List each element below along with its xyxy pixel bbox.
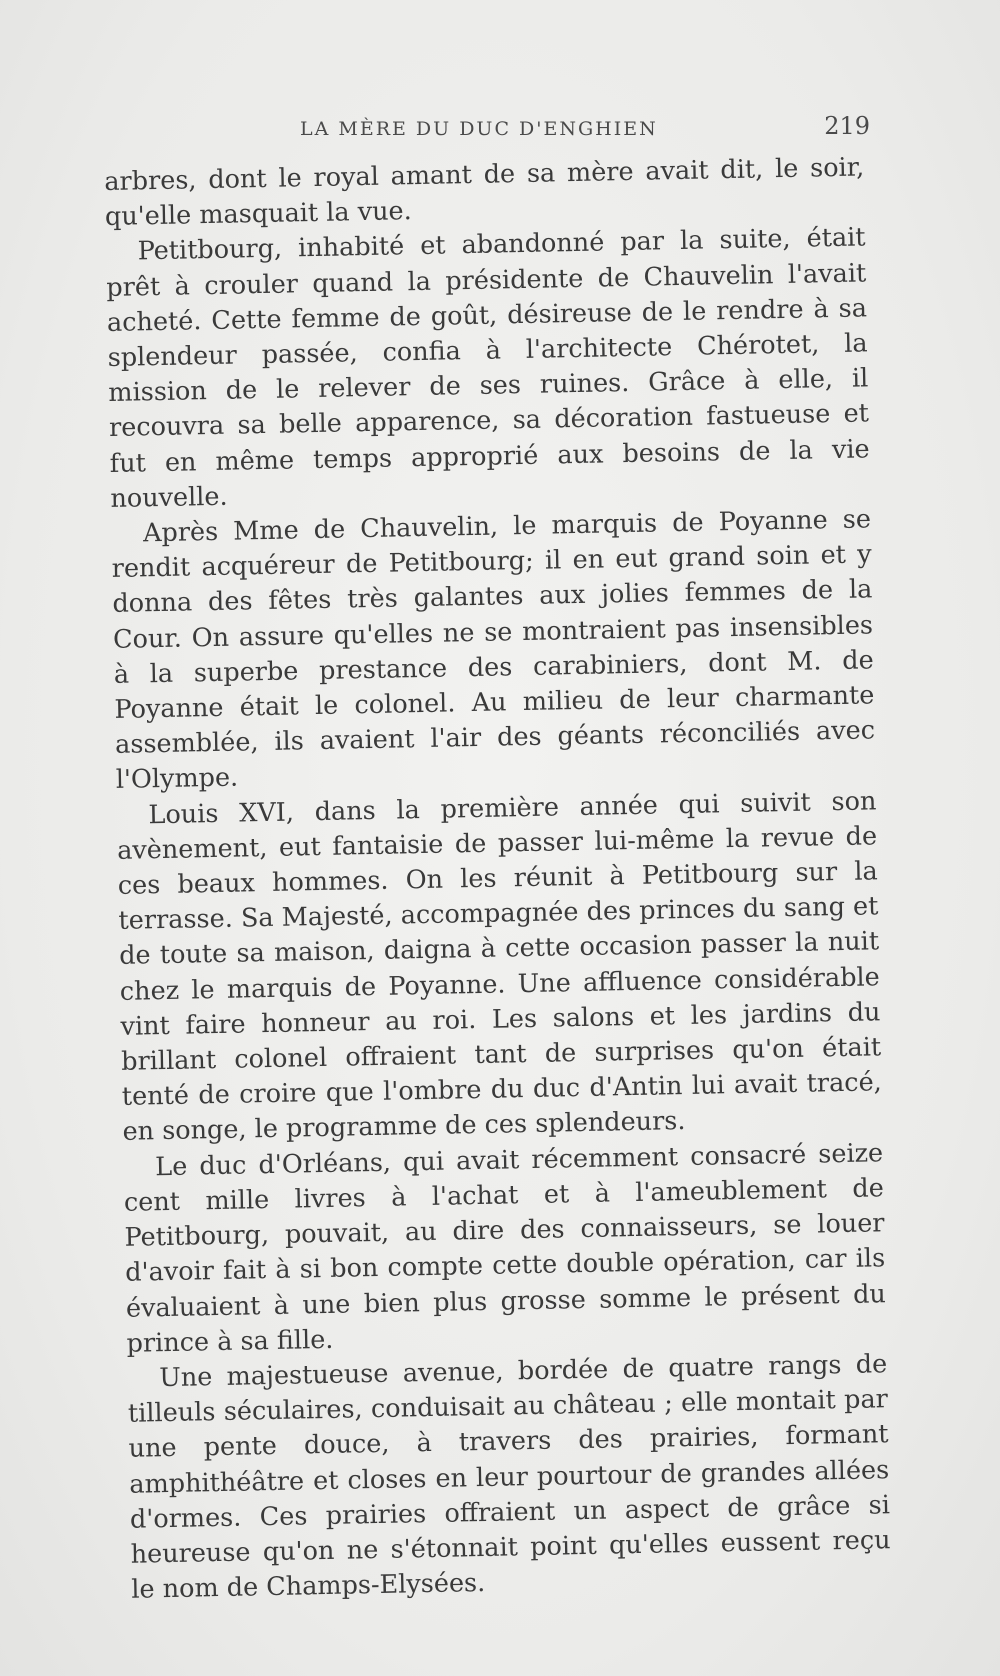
- page-header: [100, 112, 870, 148]
- page-number: 219: [824, 112, 870, 140]
- paragraph-5: Le duc d'Orléans, qui avait récemment consacré seize cent mille livres à l'achat et à l'ameublement de Petitbourg, pouvait, au dire des connaisseurs, se louer d'avoir fait à si bon compte cette double opération, car ils évaluaient à une bien plus grosse somme le présent du prince à sa fille.: [123, 1137, 887, 1359]
- paragraph-6: Une majestueuse avenue, bordée de quatre rangs de tilleuls séculaires, conduisait au château ; elle montait par une pente douce, à travers des prairies, formant amphithéâtre et closes en leur pourtour de grandes allées d'ormes. Ces prairies offraient un aspect de grâce si heureuse qu'on ne s'étonnait point qu'elles eussent reçu le nom de Champs-Elysées.: [127, 1349, 891, 1605]
- paragraph-1: arbres, dont le royal amant de sa mère avait dit, le soir, qu'elle masquait la vue.: [104, 152, 865, 233]
- body-text: [104, 150, 892, 1608]
- running-title: LA MÈRE DU DUC D'ENGHIEN: [300, 118, 658, 140]
- paragraph-4: Louis XVI, dans la première année qui suivit son avènement, eut fantaisie de passer lui-même la revue de ces beaux hommes. On les réunit à Petitbourg sur la terrasse. Sa Majesté, accompagnée des princes du sang et de toute sa maison, daigna à cette occasion passer la nuit chez le marquis de Poyanne. Une affluence considérable vint faire honneur au roi. Les salons et les jardins du brillant colonel offraient tant de surprises qu'on était tenté de croire que l'ombre du duc d'Antin lui avait tracé, en songe, le programme de ces splendeurs.: [116, 785, 883, 1148]
- paragraph-2: Petitbourg, inhabité et abandonné par la suite, était prêt à crouler quand la présidente de Chauvelin l'avait acheté. Cette femme de goût, désireuse de le rendre à sa splendeur passée, confia à l'architecte Chérotet, la mission de le relever de ses ruines. Grâce à elle, il recouvra sa belle apparence, sa décoration fastueuse et fut en même temps approprié aux besoins de la vie nouvelle.: [106, 222, 870, 514]
- paragraph-3: Après Mme de Chauvelin, le marquis de Poyanne se rendit acquéreur de Petitbourg; il en eut grand soin et y donna des fêtes très galantes aux jolies femmes de la Cour. On assure qu'elles ne se montraient pas insensibles à la superbe prestance des carabiniers, dont M. de Poyanne était le colonel. Au milieu de leur charmante assemblée, ils avaient l'air des géants réconciliés avec l'Olympe.: [111, 504, 876, 796]
